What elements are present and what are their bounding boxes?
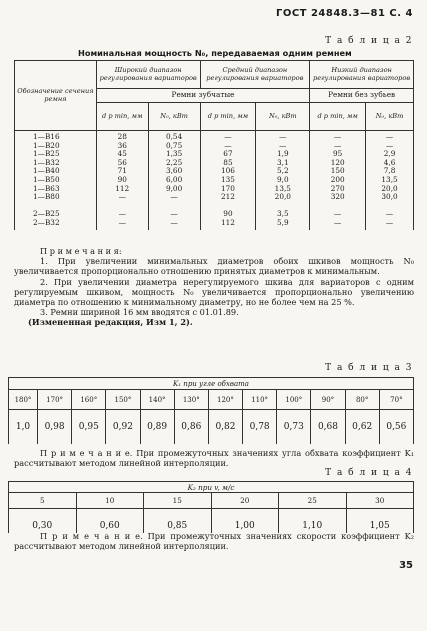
table2-n0-header: N₀, кВт xyxy=(256,103,310,131)
table4-note xyxy=(14,531,414,551)
note-1: 1. При увеличении минимальных диаметров обоих шкивов мощность N₀ увеличивается пропорционально отношению принятых диаметров к минимальным. xyxy=(14,256,414,277)
table3-angle-cell: 110° xyxy=(243,390,277,410)
table3-angle-cell: 130° xyxy=(174,390,208,410)
table3-note xyxy=(14,448,414,468)
notes-heading: П р и м е ч а н и я: xyxy=(40,246,122,256)
notes xyxy=(14,246,414,328)
table3-angle-cell: 160° xyxy=(72,390,106,410)
table3-title: K₁ при угле обхвата xyxy=(9,378,414,390)
table2-n0-header: N₀, кВт xyxy=(148,103,200,131)
table2-mid-n xyxy=(256,131,310,230)
table2-title: Номинальная мощность N₀, передаваемая одним ремнем xyxy=(78,48,352,58)
table4-title: K₂ при v, м/с xyxy=(9,482,414,493)
table3-value-cell: 0,78 xyxy=(243,410,277,444)
table4-note-text: П р и м е ч а н и е. При промежуточных значениях скорости коэффициент K₂ рассчитывают методом линейной интерполяции. xyxy=(14,531,414,552)
table3-value-cell: 0,82 xyxy=(208,410,242,444)
table2-group-mid: Средний диапазон регулирования вариаторов xyxy=(200,61,310,89)
table2-mid-n-text: — — 1,9 3,1 5,2 9,0 13,5 20,0 3,5 5,9 xyxy=(274,132,291,227)
table4-value-cell: 1,05 xyxy=(346,509,414,533)
table3-value-cell: 0,95 xyxy=(72,410,106,444)
table2-n0-header: N₀, кВт xyxy=(366,103,414,131)
table4-speed-cell: 20 xyxy=(211,493,279,509)
table4-value-cell: 1,10 xyxy=(279,509,347,533)
table4-speed-cell: 5 xyxy=(9,493,77,509)
table2-low-d-text: — — 95 120 150 200 270 320 — — xyxy=(330,132,345,227)
table2-sections-text: 1—В16 1—В20 1—В25 1—В32 1—В40 1—В50 1—В63 1—В80 2—В25 2—В32 xyxy=(33,132,60,227)
table4-speed-cell: 30 xyxy=(346,493,414,509)
table3 xyxy=(8,377,414,444)
table2-mid-d-text: — — 67 85 106 135 170 212 90 112 xyxy=(220,132,235,227)
table4-value-cell: 0,60 xyxy=(76,509,144,533)
table3-value-cell: 0,98 xyxy=(38,410,72,444)
table4-speed-cell: 15 xyxy=(144,493,212,509)
table3-value-cell: 0,86 xyxy=(174,410,208,444)
table4 xyxy=(8,481,414,533)
table3-angle-cell: 120° xyxy=(208,390,242,410)
table2-dp-header: d p min, мм xyxy=(96,103,148,131)
table3-angle-cell: 80° xyxy=(345,390,379,410)
table3-angle-cell: 90° xyxy=(311,390,345,410)
table3-value-cell: 0,68 xyxy=(311,410,345,444)
table2-caption: Т а б л и ц а 2 xyxy=(325,36,413,46)
table3-angle-cell: 140° xyxy=(140,390,174,410)
table2-low-n-text: — — 2,9 4,6 7,8 13,5 20,0 30,0 — — xyxy=(381,132,398,227)
table4-value-cell: 0,85 xyxy=(144,509,212,533)
table2-mid-d xyxy=(200,131,256,230)
table2-belts-toothed: Ремни зубчатые xyxy=(96,89,309,103)
table3-angle-cell: 180° xyxy=(9,390,38,410)
table2-dp-header: d p min, мм xyxy=(310,103,366,131)
table4-speed-cell: 25 xyxy=(279,493,347,509)
table3-value-cell: 0,92 xyxy=(106,410,140,444)
table2-wide-d xyxy=(96,131,148,230)
table3-angle-cell: 170° xyxy=(38,390,72,410)
table3-note-text: П р и м е ч а н и е. При промежуточных значениях угла обхвата коэффициент K₁ рассчитывают методом линейной интерполяции. xyxy=(14,448,414,469)
amendment-note: (Измененная редакция, Изм 1, 2). xyxy=(28,317,193,328)
page-header: ГОСТ 24848.3—81 С. 4 xyxy=(275,8,413,19)
table4-value-cell: 1,00 xyxy=(211,509,279,533)
table3-value-cell: 0,62 xyxy=(345,410,379,444)
table2-col-section: Обозначение сечения ремня xyxy=(15,61,97,131)
table2-wide-n xyxy=(148,131,200,230)
table3-value-cell: 0,89 xyxy=(140,410,174,444)
table4-speed-cell: 10 xyxy=(76,493,144,509)
table2-belts-plain: Ремни без зубьев xyxy=(310,89,414,103)
table3-caption: Т а б л и ц а 3 xyxy=(325,363,413,373)
table3-value-cell: 0,56 xyxy=(379,410,413,444)
table3-angle-cell: 70° xyxy=(379,390,413,410)
table3-value-cell: 0,73 xyxy=(277,410,311,444)
table3-value-cell: 1,0 xyxy=(9,410,38,444)
table2-wide-d-text: 28 36 45 56 71 90 112 — — — xyxy=(115,132,130,227)
table2 xyxy=(14,60,414,230)
table3-angle-cell: 100° xyxy=(277,390,311,410)
table3-angle-cell: 150° xyxy=(106,390,140,410)
table4-caption: Т а б л и ц а 4 xyxy=(325,468,413,478)
table4-value-cell: 0,30 xyxy=(9,509,77,533)
table2-group-low: Низкий диапазон регулирования вариаторов xyxy=(310,61,414,89)
note-2: 2. При увеличении диаметра нерегулируемого шкива для вариаторов с одним регулируемым шкивом, мощность N₀ увеличивается пропорционально увеличению диаметра по отношению к минимальному диаметру, но не более чем на 25 %. xyxy=(14,276,414,308)
table2-group-wide: Широкий диапазон регулирования вариаторов xyxy=(96,61,200,89)
note-3: 3. Ремни шириной 16 мм вводятся с 01.01.89. xyxy=(40,307,239,318)
table2-wide-n-text: 0,54 0,75 1,35 2,25 3,60 6,00 9,00 — — — xyxy=(165,132,183,227)
table2-dp-header: d p min, мм xyxy=(200,103,256,131)
table2-low-n xyxy=(366,131,414,230)
table2-sections xyxy=(15,131,97,230)
page-number: 35 xyxy=(399,560,413,571)
table2-low-d xyxy=(310,131,366,230)
